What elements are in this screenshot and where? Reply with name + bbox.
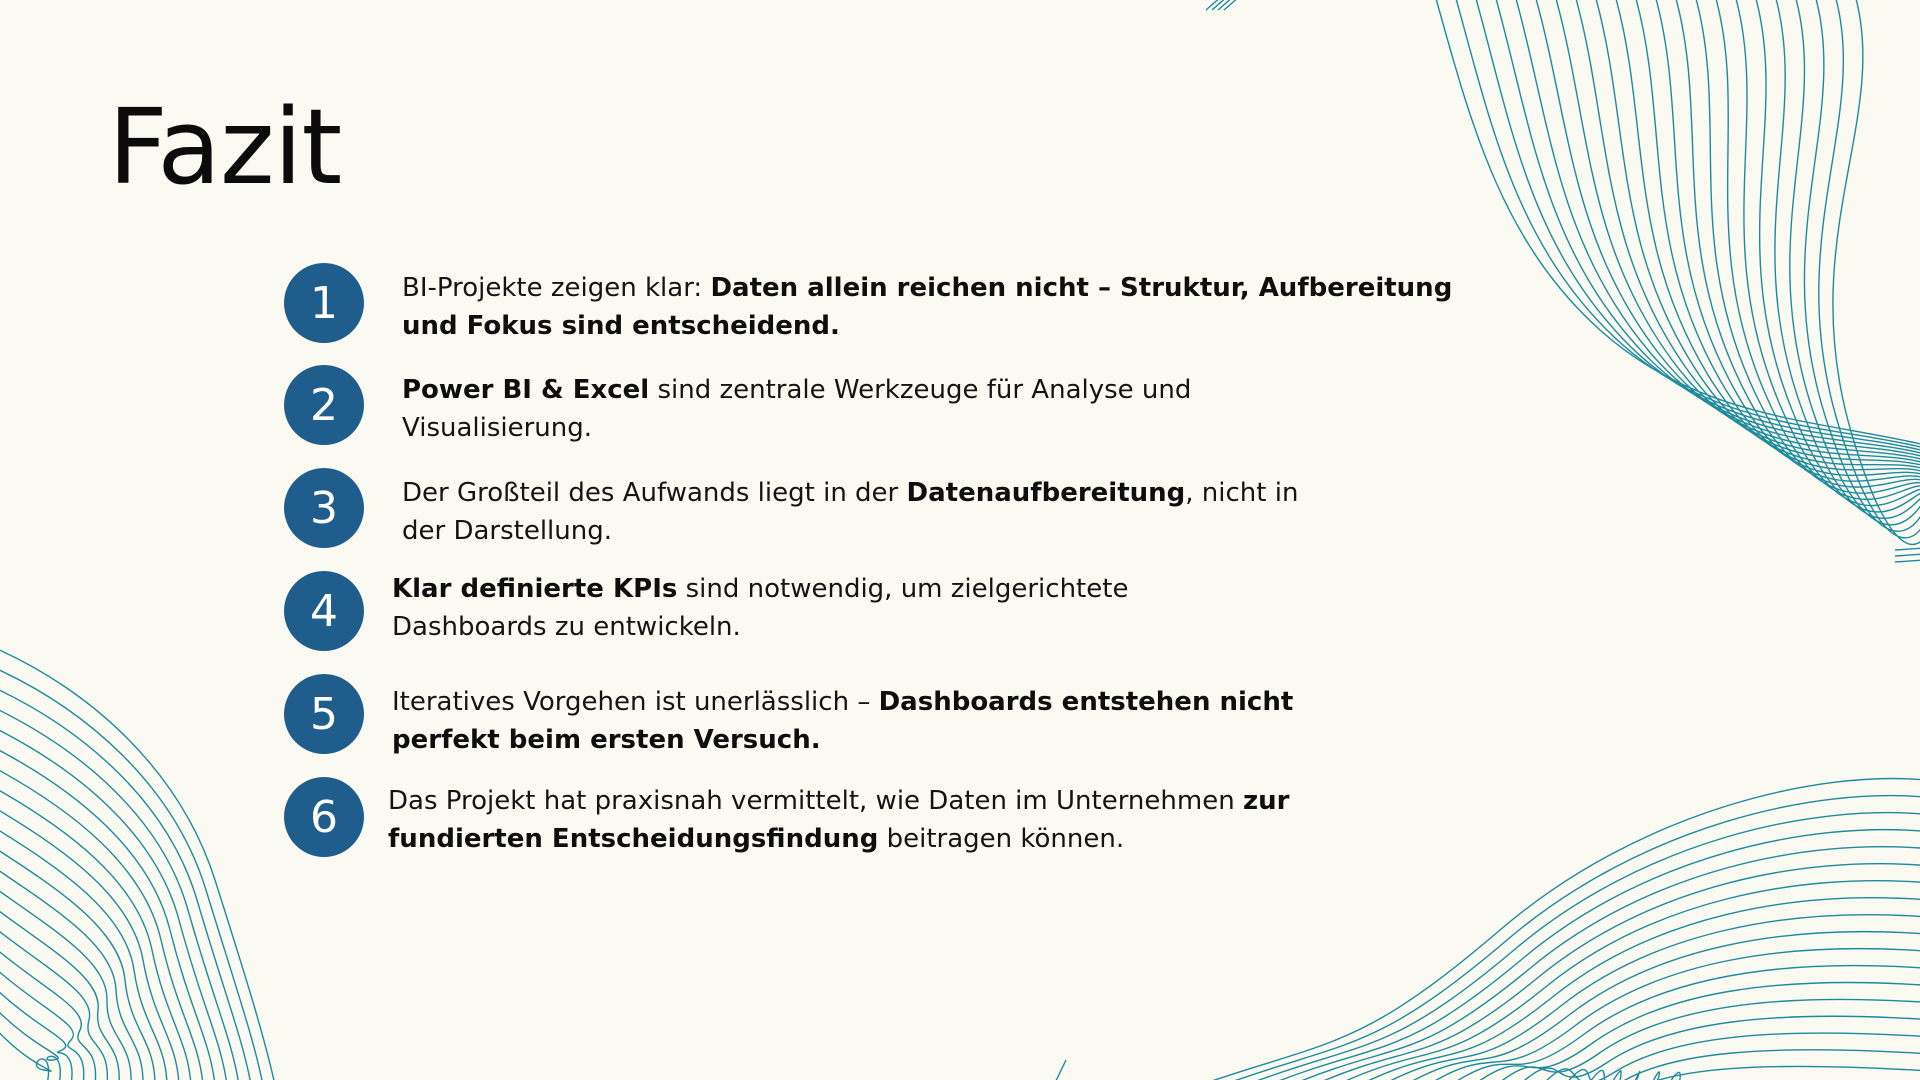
bold-text: zur <box>1242 786 1290 816</box>
wave-line <box>1455 0 1920 448</box>
text-run: beitragen können. <box>878 824 1125 854</box>
wave-line <box>0 648 275 1080</box>
wave-line <box>0 948 96 1080</box>
text-run: Das Projekt hat praxisnah vermittelt, wie Daten im Unternehmen <box>388 786 1243 816</box>
list-item-1 <box>284 263 1484 345</box>
wave-line <box>1474 982 1920 1080</box>
wave-line <box>1575 0 1920 466</box>
wave-line <box>1715 0 1920 499</box>
number-badge: 2 <box>284 365 364 445</box>
item-text-line-2 <box>402 409 1191 447</box>
wave-line <box>0 748 215 1080</box>
text-run: , nicht in <box>1185 478 1299 508</box>
wave-line <box>1475 0 1920 451</box>
wave-line <box>0 708 239 1080</box>
wave-line <box>0 1008 60 1080</box>
item-text-line-2 <box>392 608 1128 646</box>
list-item-6 <box>284 777 1484 859</box>
item-text-line-2 <box>402 512 1298 550</box>
bold-text: Daten allein reichen nicht – Struktur, Aufbereitung <box>710 273 1453 303</box>
item-text-line-2 <box>402 307 1452 345</box>
wave-line <box>1451 966 1920 1080</box>
item-text <box>392 683 1293 759</box>
item-text <box>402 269 1452 345</box>
wave-line <box>1360 898 1920 1080</box>
wave-line <box>1804 0 1920 531</box>
number-badge: 4 <box>284 571 364 651</box>
text-run: Visualisierung. <box>402 413 593 443</box>
list-item-2 <box>284 365 1484 447</box>
wave-line <box>1595 0 1920 469</box>
wave-line <box>1542 1033 1920 1080</box>
wave-line <box>1206 0 1222 10</box>
wave-line <box>1495 0 1920 454</box>
wave-line <box>1833 0 1920 544</box>
wave-line <box>1695 0 1920 493</box>
wave-line <box>1054 1060 1066 1080</box>
wave-line <box>0 688 251 1080</box>
wave-line <box>0 808 179 1080</box>
wave-line <box>1655 1072 1920 1080</box>
list-item-4 <box>284 571 1484 653</box>
item-text-line-1 <box>392 570 1128 608</box>
text-run: Der Großteil des Aufwands liegt in der <box>402 478 907 508</box>
wave-line <box>0 848 155 1080</box>
bold-text: fundierten Entscheidungsfindung <box>388 824 879 854</box>
wave-line <box>1224 0 1240 10</box>
text-run: sind zentrale Werkzeuge für Analyse und <box>649 375 1192 405</box>
wave-line <box>1555 0 1920 463</box>
number-badge: 5 <box>284 674 364 754</box>
item-text-line-2 <box>392 721 1293 759</box>
text-run: Iteratives Vorgehen ist unerlässlich – <box>392 687 879 717</box>
wave-line <box>1635 0 1920 475</box>
number-badge: 1 <box>284 263 364 343</box>
wave-line <box>0 788 191 1080</box>
item-text-line-1 <box>392 683 1293 721</box>
wave-line <box>0 968 84 1080</box>
wave-line <box>1428 949 1920 1080</box>
bold-text: Power BI & Excel <box>402 375 650 405</box>
number-badge: 6 <box>284 777 364 857</box>
wave-line <box>1519 1016 1920 1080</box>
wave-line <box>0 888 131 1080</box>
text-run: BI-Projekte zeigen klar: <box>402 273 711 303</box>
bold-text: Datenaufbereitung <box>906 478 1186 508</box>
wave-line <box>1644 1072 1920 1080</box>
wave-line <box>0 1028 51 1080</box>
wave-line <box>1314 864 1920 1080</box>
wave-line <box>1675 0 1920 487</box>
wave-line <box>1895 548 1920 550</box>
wave-line <box>0 988 72 1080</box>
wave-line <box>1515 0 1920 457</box>
wave-line <box>1405 932 1920 1080</box>
wave-line <box>0 868 143 1080</box>
wave-line <box>0 908 119 1080</box>
wave-line <box>1895 560 1920 562</box>
wave-line <box>1755 0 1920 512</box>
list-item-5 <box>284 674 1484 756</box>
wave-line <box>1212 0 1228 10</box>
wave-line <box>1819 0 1920 538</box>
text-run: sind notwendig, um zielgerichtete <box>677 574 1129 604</box>
wave-line <box>0 768 203 1080</box>
wave-line <box>1291 847 1920 1080</box>
item-text <box>388 782 1289 858</box>
wave-line <box>1615 0 1920 472</box>
wave-line <box>1632 1071 1920 1080</box>
wave-line <box>1337 881 1920 1080</box>
bold-text: perfekt beim ersten Versuch. <box>392 725 821 755</box>
bold-text: Klar definierte KPIs <box>392 574 678 604</box>
wave-line <box>1895 554 1920 556</box>
wave-line <box>1790 0 1920 525</box>
bold-text: und Fokus sind entscheidend. <box>402 311 840 341</box>
wave-line <box>0 728 227 1080</box>
wave-line <box>0 828 167 1080</box>
item-text-line-1 <box>402 371 1191 409</box>
wave-line <box>1435 0 1920 445</box>
bold-text: Dashboards entstehen nicht <box>878 687 1294 717</box>
wave-lines-top-right <box>1435 0 1920 544</box>
wave-line <box>1610 1071 1920 1080</box>
wave-line <box>1382 915 1920 1080</box>
wave-lines-bottom-left <box>0 648 275 1080</box>
text-run: der Darstellung. <box>402 516 613 546</box>
wave-line <box>1775 0 1920 518</box>
wave-line <box>1588 1066 1920 1080</box>
wave-line <box>1655 0 1920 481</box>
item-text <box>402 371 1191 447</box>
item-text <box>402 474 1298 550</box>
item-text-line-1 <box>402 269 1452 307</box>
wave-line <box>1535 0 1920 460</box>
wave-line <box>1735 0 1920 506</box>
wave-line <box>1496 999 1920 1080</box>
item-text-line-2 <box>388 820 1289 858</box>
wave-line <box>1268 830 1920 1080</box>
wave-line <box>0 668 263 1080</box>
item-text <box>392 570 1128 646</box>
wave-line <box>0 928 107 1080</box>
slide-title: Fazit <box>108 86 342 208</box>
number-badge: 3 <box>284 468 364 548</box>
item-text-line-1 <box>388 782 1289 820</box>
text-run: Dashboards zu entwickeln. <box>392 612 741 642</box>
list-item-3 <box>284 468 1484 550</box>
wave-line <box>1218 0 1234 10</box>
item-text-line-1 <box>402 474 1298 512</box>
wave-line <box>1565 1050 1920 1080</box>
